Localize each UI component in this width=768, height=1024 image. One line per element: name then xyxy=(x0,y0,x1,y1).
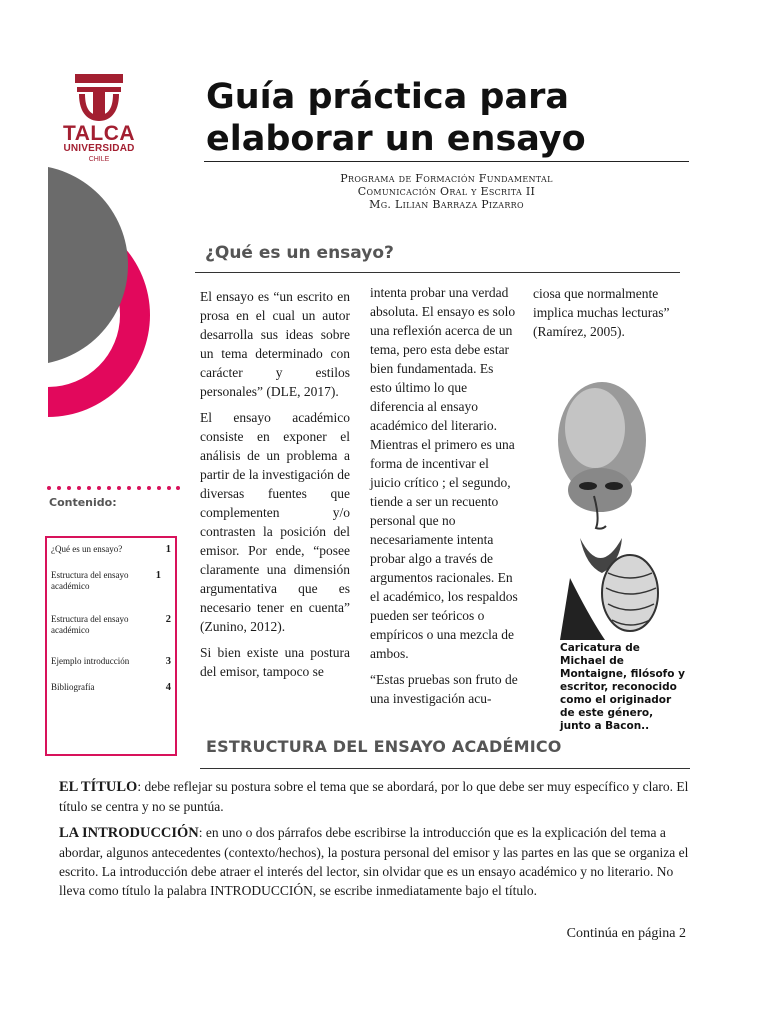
logo-university: UNIVERSIDAD xyxy=(63,143,135,154)
title-line-2: elaborar un ensayo xyxy=(206,119,586,159)
program-name: Programa de Formación Fundamental xyxy=(340,172,553,185)
university-logo-icon xyxy=(75,74,123,122)
logo-country: CHILE xyxy=(88,156,110,163)
toc-item-page: 1 xyxy=(155,570,161,581)
paragraph: Si bien existe una postura del emisor, tampoco se xyxy=(200,645,350,679)
column-1 xyxy=(200,287,350,688)
toc-item-text: Ejemplo introducción xyxy=(51,656,130,666)
montaigne-caricature-image xyxy=(550,378,660,640)
toc-item-page: 4 xyxy=(165,682,171,693)
toc-item-text: Estructura del ensayo académico xyxy=(51,570,129,591)
dotted-divider xyxy=(46,485,181,491)
section-heading-estructura: ESTRUCTURA DEL ENSAYO ACADÉMICO xyxy=(206,737,562,756)
continue-note: Continúa en página 2 xyxy=(566,926,686,941)
logo-name: TALCA xyxy=(62,122,136,145)
definition-titulo: : debe reflejar su postura sobre el tema que se abordará, por lo que debe ser muy específico y claro. El título se centra y no se puntúa. xyxy=(59,779,689,814)
title-divider xyxy=(204,161,689,162)
section-heading-que-es: ¿Qué es un ensayo? xyxy=(205,243,394,263)
term-introduccion: LA INTRODUCCIÓN xyxy=(59,825,199,841)
page-title xyxy=(206,76,686,160)
paragraph: “Estas pruebas son fruto de una investigación acu- xyxy=(370,672,518,706)
section-divider xyxy=(200,768,690,769)
term-titulo: EL TÍTULO xyxy=(59,779,138,795)
table-of-contents xyxy=(45,536,177,756)
paragraph: El ensayo académico consiste en exponer el análisis de un problema a partir de la investigación de diversas fuentes que complementen y/o contrasten la posición del emisor. Por ende, “posee claramente una dimensión argumentativa que es necesario tener en cuenta” (Zunino, 2012). xyxy=(200,410,350,634)
definition-introduccion: : en uno o dos párrafos debe escribirse la introducción que es la explicación del tema a abordar, algunos antecedentes (contexto/hechos), la postura personal del emisor y las partes en las que se organiza el escrito. La introducción debe atraer el interés del lector, sin olvidar que es un ensayo académico y no literario. No lleva como título la palabra INTRODUCCIÓN, se escribe inmediatamente bajo el título. xyxy=(59,825,689,898)
toc-item-page: 1 xyxy=(165,544,171,555)
toc-item-text: Bibliografía xyxy=(51,682,95,692)
section-divider xyxy=(195,272,680,273)
toc-item-page: 3 xyxy=(165,656,171,667)
paragraph: intenta probar una verdad absoluta. El ensayo es solo una reflexión acerca de un tema, pero esta debe estar bien fundamentada. Es esto último lo que diferencia al ensayo académico del literario. Mientras el primero es una forma de incentivar el juicio crítico ; el segundo, tiende a ser un recuento personal que no necesariamente intenta probar algo a través de argumentos racionales. En el académico, los respaldos pueden ser teóricos o empíricos o una mezcla de ambos. xyxy=(370,285,518,661)
title-line-1: Guía práctica para xyxy=(206,77,569,117)
author-name: Mg. Lilian Barraza Pizarro xyxy=(369,198,524,211)
paragraph: ciosa que normalmente implica muchas lecturas” (Ramírez, 2005). xyxy=(533,286,670,339)
toc-label: Contenido: xyxy=(49,496,117,509)
toc-item-page: 2 xyxy=(165,614,171,625)
toc-item-text: ¿Qué es un ensayo? xyxy=(51,544,123,554)
paragraph-introduccion xyxy=(59,823,689,900)
decorative-circles xyxy=(0,165,180,425)
toc-item-text: Estructura del ensayo académico xyxy=(51,614,129,635)
column-3 xyxy=(533,284,678,348)
paragraph-titulo xyxy=(59,777,689,816)
course-name: Comunicación Oral y Escrita II xyxy=(357,185,536,198)
column-2 xyxy=(370,283,518,715)
paragraph: El ensayo es “un escrito en prosa en el cual un autor desarrolla sus ideas sobre un tema determinado con carácter y estilos personales” (DLE, 2017). xyxy=(200,289,350,399)
image-caption: Caricatura de Michael de Montaigne, filósofo y escritor, reconocido como el originador de este género, junto a Bacon.. xyxy=(560,642,685,732)
